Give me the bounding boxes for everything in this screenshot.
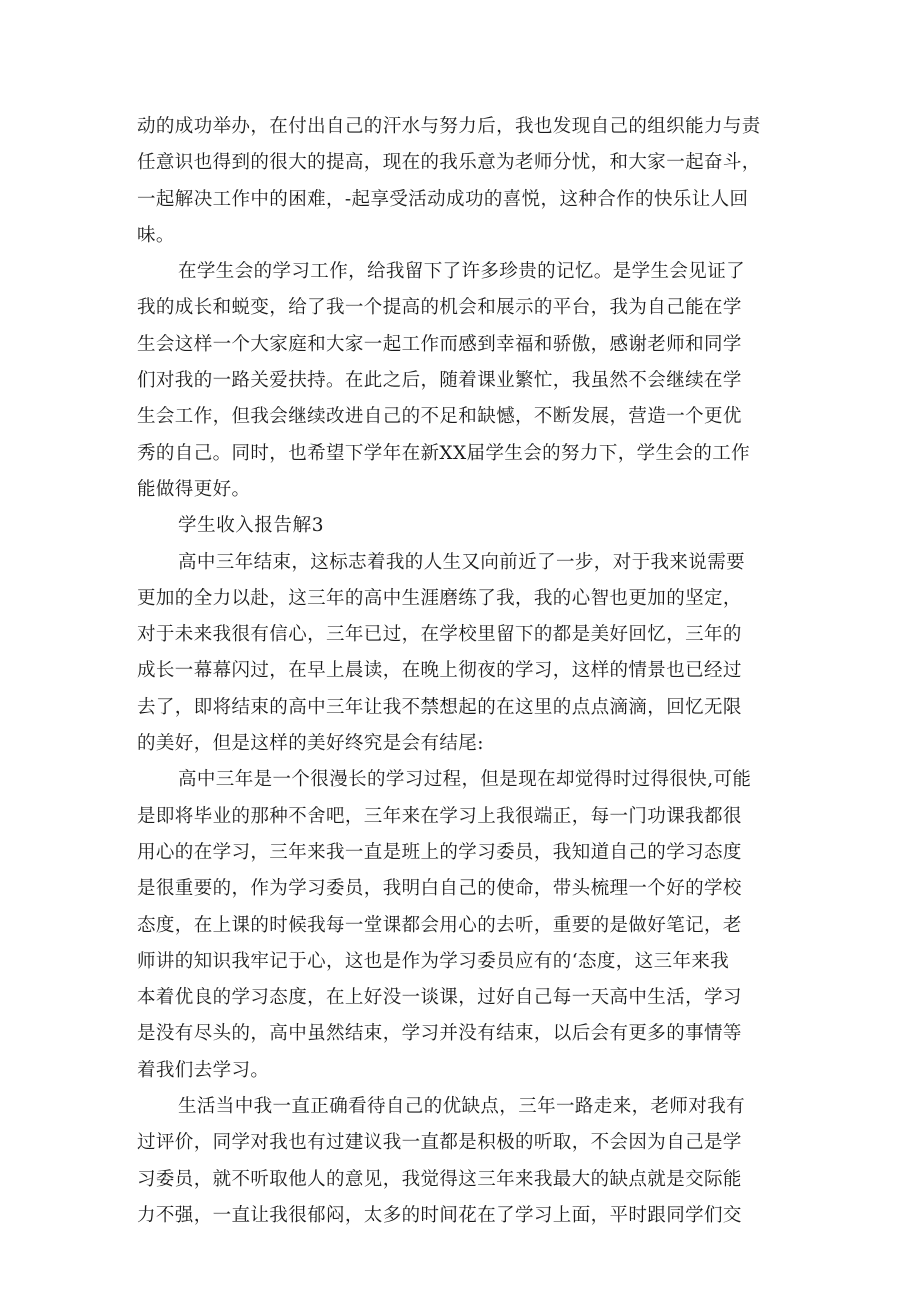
text-line: 生会工作，但我会继续改进自己的不足和缺憾，不断发展，营造一个更优 (137, 406, 742, 428)
text-line: 习委员，就不听取他人的意见，我觉得这三年来我最大的缺点就是交际能 (137, 1168, 742, 1190)
section-heading: 学生收入报告解3 (178, 515, 325, 537)
text-line: 生活当中我一直正确看待自己的优缺点，三年一路走来，老师对我有 (178, 1096, 746, 1118)
text-line: 成长一幕幕闪过，在早上晨读，在晚上彻夜的学习，这样的情景也已经过 (137, 660, 742, 682)
text-line: 去了，即将结束的高中三年让我不禁想起的在这里的点点滴滴，回忆无限 (137, 696, 742, 718)
text-line: 着我们去学习。 (137, 1059, 270, 1081)
document-body (137, 109, 787, 1234)
text-line: 态度，在上课的时候我每一堂课都会用心的去听，重要的是做好笔记，老 (137, 914, 742, 936)
text-line: 过评价，同学对我也有过建议我一直都是积极的听取，不会因为自己是学 (137, 1132, 742, 1154)
text-line: 更加的全力以赴，这三年的高中生涯磨练了我，我的心智也更加的坚定， (137, 587, 742, 609)
text-line: 是即将毕业的那种不舍吧，三年来在学习上我很端正，每一门功课我都很 (137, 805, 742, 827)
text-line: 味。 (137, 224, 175, 246)
text-line: 对于未来我很有信心，三年已过，在学校里留下的都是美好回忆，三年的 (137, 624, 742, 646)
text-line: 能做得更好。 (137, 478, 251, 500)
text-line: 生会这样一个大家庭和大家一起工作而感到幸福和骄傲，感谢老师和同学 (137, 333, 742, 355)
text-line: 本着优良的学习态度，在上好没一谈课，过好自己每一天高中生活，学习 (137, 987, 742, 1009)
text-line: 用心的在学习，三年来我一直是班上的学习委员，我知道自己的学习态度 (137, 841, 742, 863)
text-line: 任意识也得到的很大的提高，现在的我乐意为老师分忧，和大家一起奋斗， (137, 152, 761, 174)
text-line: 是没有尽头的，高中虽然结束，学习并没有结束，以后会有更多的事情等 (137, 1023, 742, 1045)
text-line: 的美好，但是这样的美好终究是会有结尾: (137, 733, 484, 755)
text-line: 高中三年是一个很漫长的学习过程，但是现在却觉得时过得很快,可能 (178, 769, 752, 791)
text-line: 力不强，一直让我很郁闷，太多的时间花在了学习上面，平时跟同学们交 (137, 1204, 742, 1226)
text-line: 师讲的知识我牢记于心，这也是作为学习委员应有的‘态度，这三年来我 (137, 950, 730, 972)
text-line: 在学生会的学习工作，给我留下了许多珍贵的记忆。是学生会见证了 (178, 261, 746, 283)
text-line: 秀的自己。同时，也希望下学年在新XX届学生会的努力下，学生会的工作 (137, 442, 751, 464)
text-line: 动的成功举办，在付出自己的汗水与努力后，我也发现自己的组织能力与责 (137, 116, 761, 137)
text-line: 我的成长和蜕变，给了我一个提高的机会和展示的平台，我为自己能在学 (137, 297, 742, 319)
text-line: 高中三年结束，这标志着我的人生又向前近了一步，对于我来说需要 (178, 551, 746, 573)
text-line: 一起解决工作中的困难，-起享受活动成功的喜悦，这种合作的快乐让人回 (137, 188, 749, 210)
text-line: 是很重要的，作为学习委员，我明白自己的使命，带头梳理一个好的学校 (137, 878, 742, 900)
text-line: 们对我的一路关爱扶持。在此之后，随着课业繁忙，我虽然不会继续在学 (137, 370, 742, 392)
